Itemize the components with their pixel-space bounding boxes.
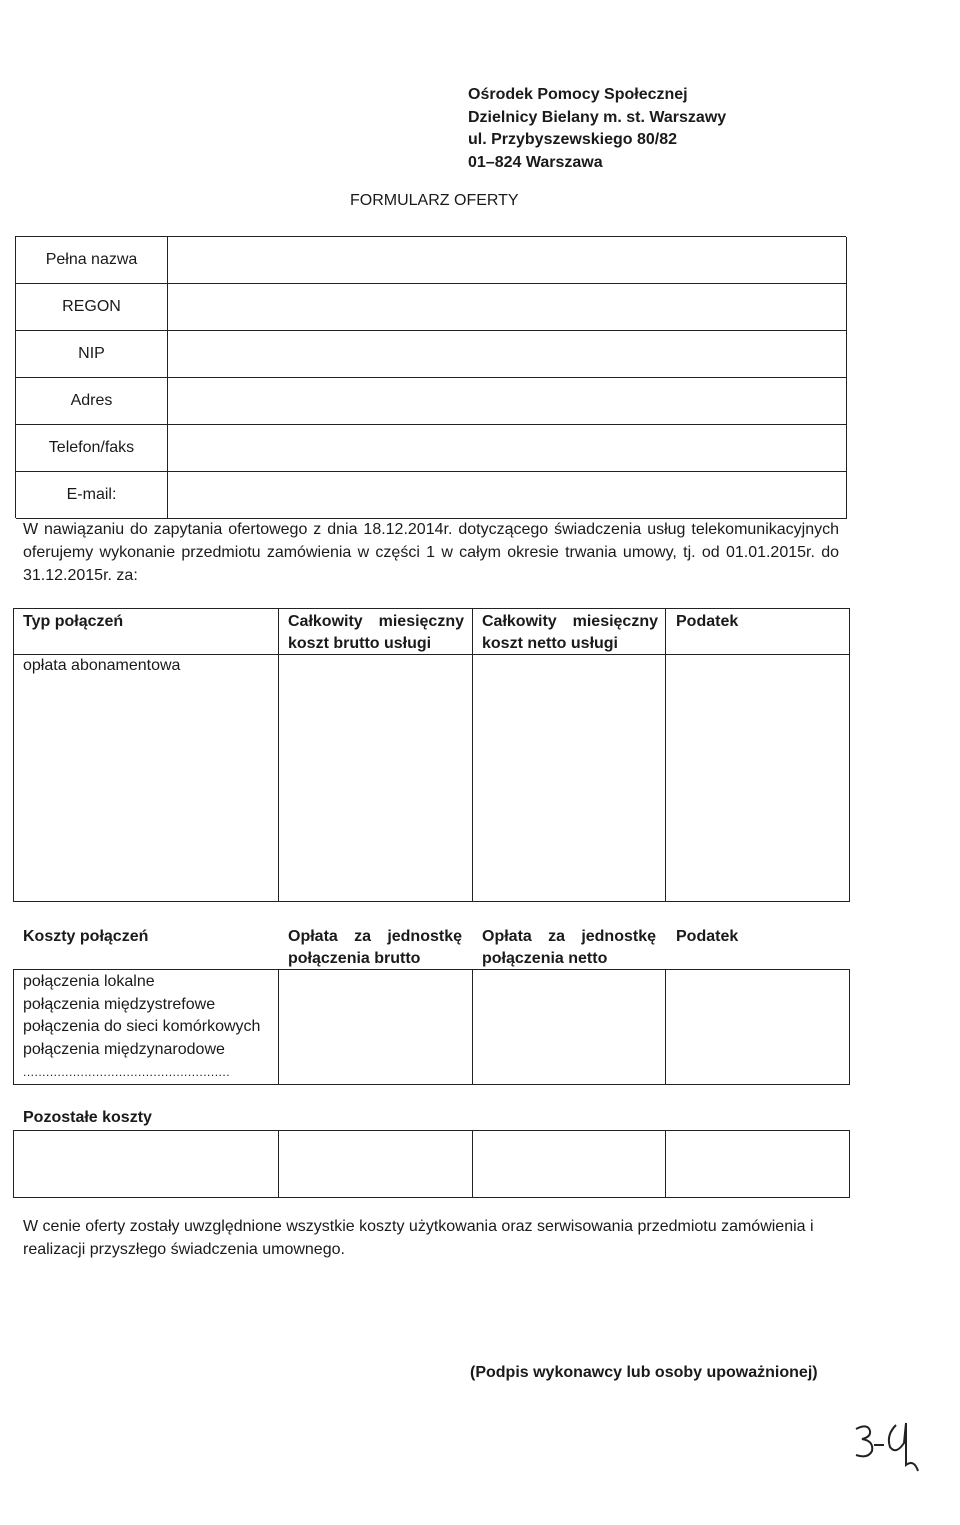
address-field[interactable] bbox=[168, 378, 847, 424]
intro-paragraph: W nawiązaniu do zapytania ofertowego z dnia 18.12.2014r. dotyczącego świadczenia usług telekomunikacyjnych oferujemy wykonanie przedmiotu zamówienia w części 1 w całym okresie trwania umowy, tj. od 01.01.2015r. do 31.12.2015r. za: bbox=[23, 521, 839, 584]
other-costs-table bbox=[13, 1130, 850, 1198]
column-header-tax: Podatek bbox=[676, 613, 739, 630]
unit-net-field[interactable] bbox=[473, 970, 665, 1084]
call-costs-table bbox=[13, 969, 850, 1085]
contact-row-nip bbox=[16, 331, 847, 378]
email-field[interactable] bbox=[168, 472, 847, 518]
contact-row-address bbox=[16, 378, 847, 425]
row-label-subscription: opłata abonamentowa bbox=[23, 657, 181, 674]
contact-label: Telefon/faks bbox=[16, 425, 168, 471]
recipient-city: 01–824 Warszawa bbox=[468, 153, 603, 171]
regon-field[interactable] bbox=[168, 284, 847, 330]
recipient-name: Ośrodek Pomocy Społecznej bbox=[468, 86, 688, 103]
phone-fax-field[interactable] bbox=[168, 425, 847, 471]
contact-table bbox=[15, 236, 846, 518]
other-cost-tax-field[interactable] bbox=[666, 1131, 849, 1197]
signature-label: (Podpis wykonawcy lub osoby upoważnionej) bbox=[470, 1364, 818, 1381]
contact-label: Adres bbox=[16, 378, 168, 424]
other-cost-gross-field[interactable] bbox=[279, 1131, 472, 1197]
unit-tax-field[interactable] bbox=[666, 970, 849, 1084]
call-item-local: połączenia lokalne bbox=[23, 973, 155, 990]
recipient-address bbox=[468, 84, 726, 174]
form-title: FORMULARZ OFERTY bbox=[350, 192, 519, 209]
contact-row-regon bbox=[16, 284, 847, 331]
gross-cost-field[interactable] bbox=[279, 655, 472, 901]
other-costs-title: Pozostałe koszty bbox=[23, 1109, 152, 1126]
contact-label: REGON bbox=[16, 284, 168, 330]
call-item-international: połączenia międzynarodowe bbox=[23, 1040, 225, 1058]
column-header-unit-gross: Opłata za jednostkę połączenia brutto bbox=[288, 928, 462, 967]
contact-label: NIP bbox=[16, 331, 168, 377]
column-header-net: Całkowity miesięczny koszt netto usługi bbox=[482, 613, 658, 652]
column-header-type: Typ połączeń bbox=[23, 613, 124, 630]
subscription-table bbox=[13, 608, 850, 902]
call-item-long-distance: połączenia międzystrefowe bbox=[23, 995, 216, 1013]
contact-row-email bbox=[16, 472, 847, 519]
contact-row-full-name bbox=[16, 237, 847, 284]
other-cost-net-field[interactable] bbox=[473, 1131, 665, 1197]
column-header-unit-net: Opłata za jednostkę połączenia netto bbox=[482, 928, 656, 967]
column-header-tax: Podatek bbox=[676, 928, 739, 945]
unit-gross-field[interactable] bbox=[279, 970, 472, 1084]
full-name-field[interactable] bbox=[168, 237, 847, 283]
contact-label: Pełna nazwa bbox=[16, 237, 168, 283]
call-item-mobile: połączenia do sieci komórkowych bbox=[23, 1018, 261, 1035]
call-costs-header: Koszty połączeń bbox=[23, 928, 149, 945]
tax-field[interactable] bbox=[666, 655, 849, 901]
recipient-district: Dzielnicy Bielany m. st. Warszawy bbox=[468, 108, 727, 126]
other-cost-name-field[interactable] bbox=[14, 1131, 278, 1197]
recipient-street: ul. Przybyszewskiego 80/82 bbox=[468, 131, 677, 148]
net-cost-field[interactable] bbox=[473, 655, 665, 901]
declaration-text: W cenie oferty zostały uwzględnione wszystkie koszty użytkowania oraz serwisowania przedmiotu zamówienia i realizacji przyszłego świadczenia umownego. bbox=[23, 1218, 814, 1258]
blank-entry-line: ...................................................... bbox=[23, 1065, 231, 1079]
handwritten-mark bbox=[848, 1415, 928, 1475]
contact-row-phone-fax bbox=[16, 425, 847, 472]
nip-field[interactable] bbox=[168, 331, 847, 377]
column-header-gross: Całkowity miesięczny koszt brutto usługi bbox=[288, 613, 464, 652]
contact-label: E-mail: bbox=[16, 472, 168, 518]
